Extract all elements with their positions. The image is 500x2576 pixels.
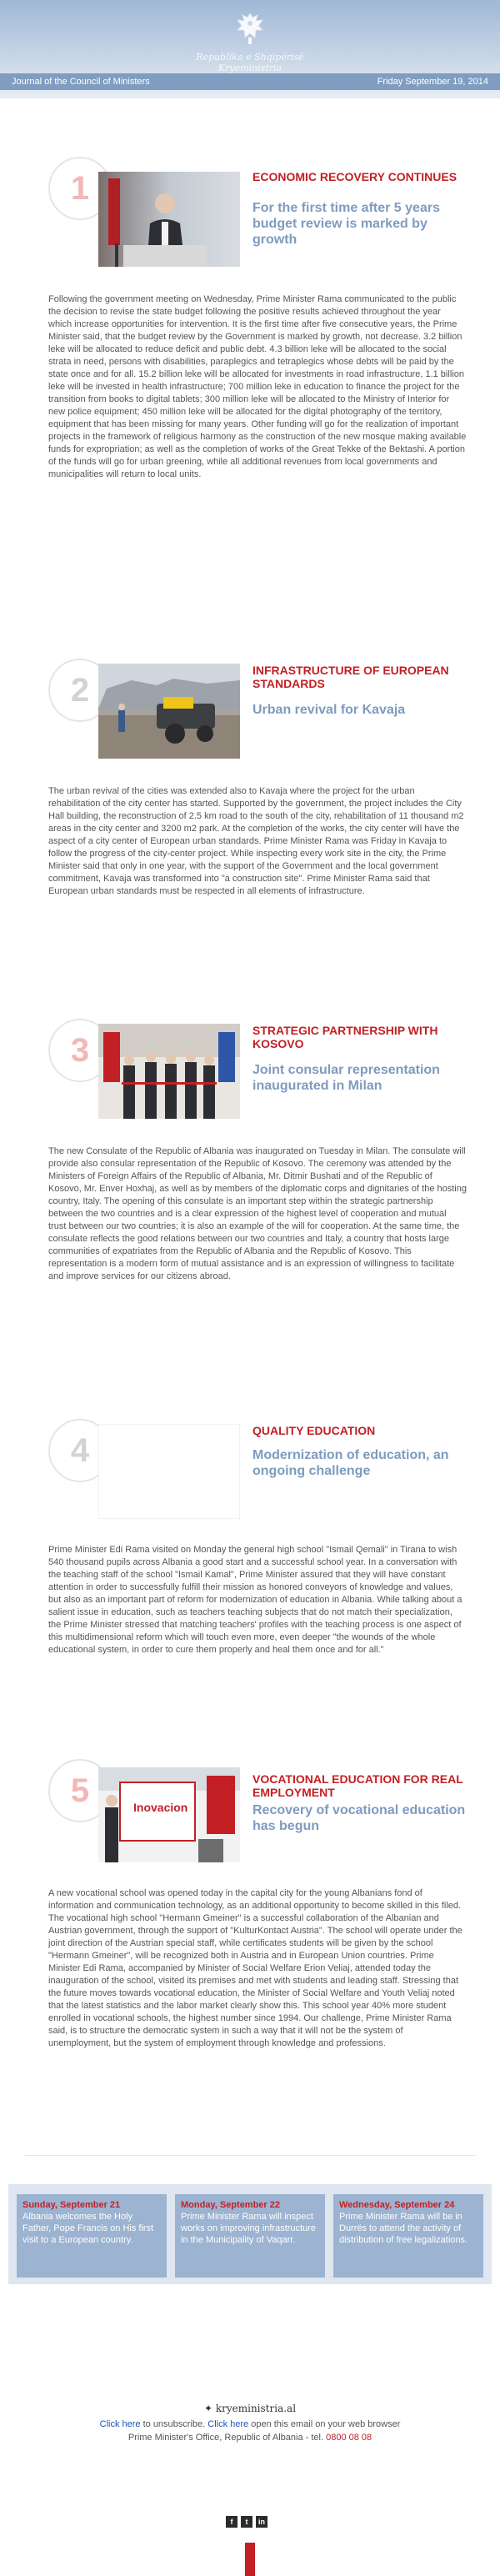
eagle-emblem-icon [235,10,265,47]
article-3 [48,1019,467,1302]
article-1 [48,157,467,479]
facebook-icon[interactable]: f [226,2516,238,2528]
article-headline[interactable]: VOCATIONAL EDUCATION FOR REAL EMPLOYMENT [252,1772,463,1799]
article-subhead: For the first time after 5 years budget review is marked by growth [252,201,440,247]
header-bar [0,73,500,90]
agenda-text: Prime Minister Rama will be in Durrës to attend the activity of distribution of free legalizations. [339,2212,468,2245]
article-image[interactable] [98,1767,240,1862]
agenda-text: Albania welcomes the Holy Father, Pope Francis on His first visit to a European country. [22,2212,154,2245]
article-body: Following the government meeting on Wednesday, Prime Minister Rama communicated to the public the decision to revise the state budget following the positive results achieved throughout the year which increase opportunities for intervention. It is the first time after five consecutive years, the Prime Minister said, that the budget review by the Government is marked by growth, not decrease. 3.2 billion leke will be allocated to reduce deficit and public debt. 4.3 billion leke will be allocated to the social strata in need, persons with disabilities, paraplegics and tetraplegics whose debts will be paid by the state once and for all. 15.2 billion leke will be allocated for investments in road infrastructure, 1.1 billion leke will be invested in health infrastructure; 700 million leke in education to finance the project for the transition from books to digital tablets; 300 million leke will be allocated to the Ministry of Interior for new police equipment; 450 million leke will be allocated for the digital photography of the territory, equipment that has been missing for many years. Other funding will go for the realization of important projects in the framework of religious harmony as the construction of the new mosque making available funds for expropriation; as well as the completion of works of the Great Tekke of the Bektashi. A portion of the funds will go for urban greening, while all additional revenues from local governments and municipalities will return to local units. [48,294,467,479]
agenda-item[interactable] [175,2194,325,2278]
republic-title [0,52,500,73]
agenda-day: Monday, September 22 [181,2200,280,2210]
agenda-text: Prime Minister Rama will inspect works on improving infrastructure in the Municipality of Vaqarr. [181,2212,317,2245]
site-name: kryeministria.al [215,2403,297,2414]
footer-address [0,2433,500,2443]
unsubscribe-link[interactable]: Click here [99,2419,141,2429]
article-image[interactable] [98,1024,240,1119]
article-body: A new vocational school was opened today in the capital city for the young Albanians fond of information and communication technology, as an additional opportunity to become skilled in this filed. The vocational high school "Hermann Gmeiner" is a successful collaboration of the Albanian and Austrian government, through the support of "KulturKontact Austria". The school will operate under the joint direction of the Austrian special staff, while certificates students will be given by the school "Hermann Gmeiner", will be recognized both in Austria and in European Union countries. Prime Minister Edi Rama, accompanied by Minister of Social Welfare Erion Veliaj, attended today the inauguration of the school, visited its premises and met with students and leading staff. Stressing that the future moves towards vocational education, the Minister of Social Welfare and Youth Veliaj noted that the latest statistics and the labor market clearly show this. This school year 40% more student enrolled in vocational schools, the highest number since 1994. Our challenge, Prime Minister Rama said, is to structure the democratic system in such a way that it will not be the system of unemployment, but the system of employment through knowledge and professions. [48,1888,462,2048]
article-subhead: Urban revival for Kavaja [252,703,406,717]
article-image[interactable] [98,664,240,759]
article-2 [48,659,467,942]
agenda-item[interactable] [333,2194,483,2278]
image-caption: Inovacion [133,1801,188,1814]
divider [25,2155,475,2156]
article-image[interactable] [98,1424,240,1519]
article-number: 3 [70,1032,90,1069]
article-body: The new Consulate of the Republic of Albania was inaugurated on Tuesday in Milan. The consulate will provide also consular representation of the Republic of Kosovo. The ceremony was attended by the Ministers of Foreign Affairs of the Republic of Albania, Mr. Ditmir Bushati and of the Republic of Kosovo, Mr. Enver Hoxhaj, as well as by members of the diplomatic corps and dignitaries of the hosting country, Italy. The opening of this consulate is an important step within the strategic partnership between the two countries and is a clear expression of the highest level of cooperation and mutual trust between our two countries; it is also an example of the will for cooperation. At the same time, the consulate reflects the good relations between our two countries and Italy, a country that hosts large communities of expatriates from the Republic of Albania and the Republic of Kosovo. This representation is a modern form of mutual assistance and is an expression of willingness to facilitate and improve services for our citizens abroad. [48,1146,467,1281]
header [0,0,500,98]
article-headline[interactable]: ECONOMIC RECOVERY CONTINUES [252,170,458,183]
article-body: Prime Minister Edi Rama visited on Monday the general high school "Ismail Qemali" in Tirana to wish 540 thousand pupils across Albania a good start and a successful school year. In a conversation with the teaching staff of the school "Ismail Kamal", Prime Minister assured that they will have constant attention in order to successfully fulfill their mission as honored conveyors of knowledge and values, but also as an important part of reform for modernization of education in Albania. While talking about a salient issue in education, such as teachers teaching subjects that do not match their specialization, the Prime Minister stressed that matching teachers' profiles with the teaching process is one aspect of this multidimensional reform which will touch even more, even deeper "the wounds of the whole educational system, in order to cure them properly and heal them once and for all." [48,1545,462,1655]
article-headline[interactable]: INFRASTRUCTURE OF EUROPEAN STANDARDS [252,664,449,690]
social-links [226,2513,276,2525]
article-subhead: Recovery of vocational education has begun [252,1803,466,1833]
article-subhead: Modernization of education, an ongoing challenge [252,1448,449,1478]
article-subhead: Joint consular representation inaugurated in Milan [252,1063,440,1093]
footer-links [0,2419,500,2429]
twitter-icon[interactable]: t [241,2516,252,2528]
browser-text: open this email on your web browser [248,2419,401,2429]
address-text: Prime Minister's Office, Republic of Albania - tel. [128,2433,327,2443]
republic-line-2: Kryeministria [218,63,282,73]
article-headline[interactable]: STRATEGIC PARTNERSHIP WITH KOSOVO [252,1024,438,1050]
eagle-small-icon: ✦ [203,2403,213,2414]
agenda-day: Sunday, September 21 [22,2200,121,2210]
article-number: 2 [70,672,90,709]
republic-line-1: Republika e Shqipërisë [196,52,304,63]
article-4 [48,1419,467,1677]
agenda-item[interactable] [17,2194,167,2278]
article-5 [48,1759,467,2109]
footer [0,2301,500,2576]
article-headline[interactable]: QUALITY EDUCATION [252,1424,376,1437]
site-logo[interactable] [0,2403,500,2414]
issue-date: Friday September 19, 2014 [377,77,488,87]
article-number: 1 [70,170,90,207]
linkedin-icon[interactable]: in [256,2516,268,2528]
article-body: The urban revival of the cities was extended also to Kavaja where the project for the urban rehabilitation of the city center has started. Supported by the government, the project includes the City Hall building, the reconstruction of 2.5 km road to the south of the city, rehabilitation of 11 thousand m2 areas in the city center and 3200 m2 park. At the completion of the works, the city center will have the aspect of a city center of European urban standards. Prime Minister Rama was Friday in Kavaja to follow the progress of the city-center project. While inspecting every work site in the city, the Prime Minister said that only in one year, with the support of the Government and the local government commitment, Kavaja was transformed into "a construction site". Prime Minister Rama said that European urban standards must be respected in all elements of infrastructure. [48,786,464,896]
article-number: 5 [70,1772,90,1809]
journal-title: Journal of the Council of Ministers [12,77,150,87]
unsubscribe-text: to unsubscribe. [140,2419,208,2429]
browser-link[interactable]: Click here [208,2419,249,2429]
agenda-day: Wednesday, September 24 [339,2200,455,2210]
article-image[interactable] [98,172,240,267]
flag-bar [245,2543,255,2576]
agenda-calendar [8,2184,492,2284]
article-number: 4 [70,1432,90,1469]
phone-number[interactable]: 0800 08 08 [326,2433,372,2443]
